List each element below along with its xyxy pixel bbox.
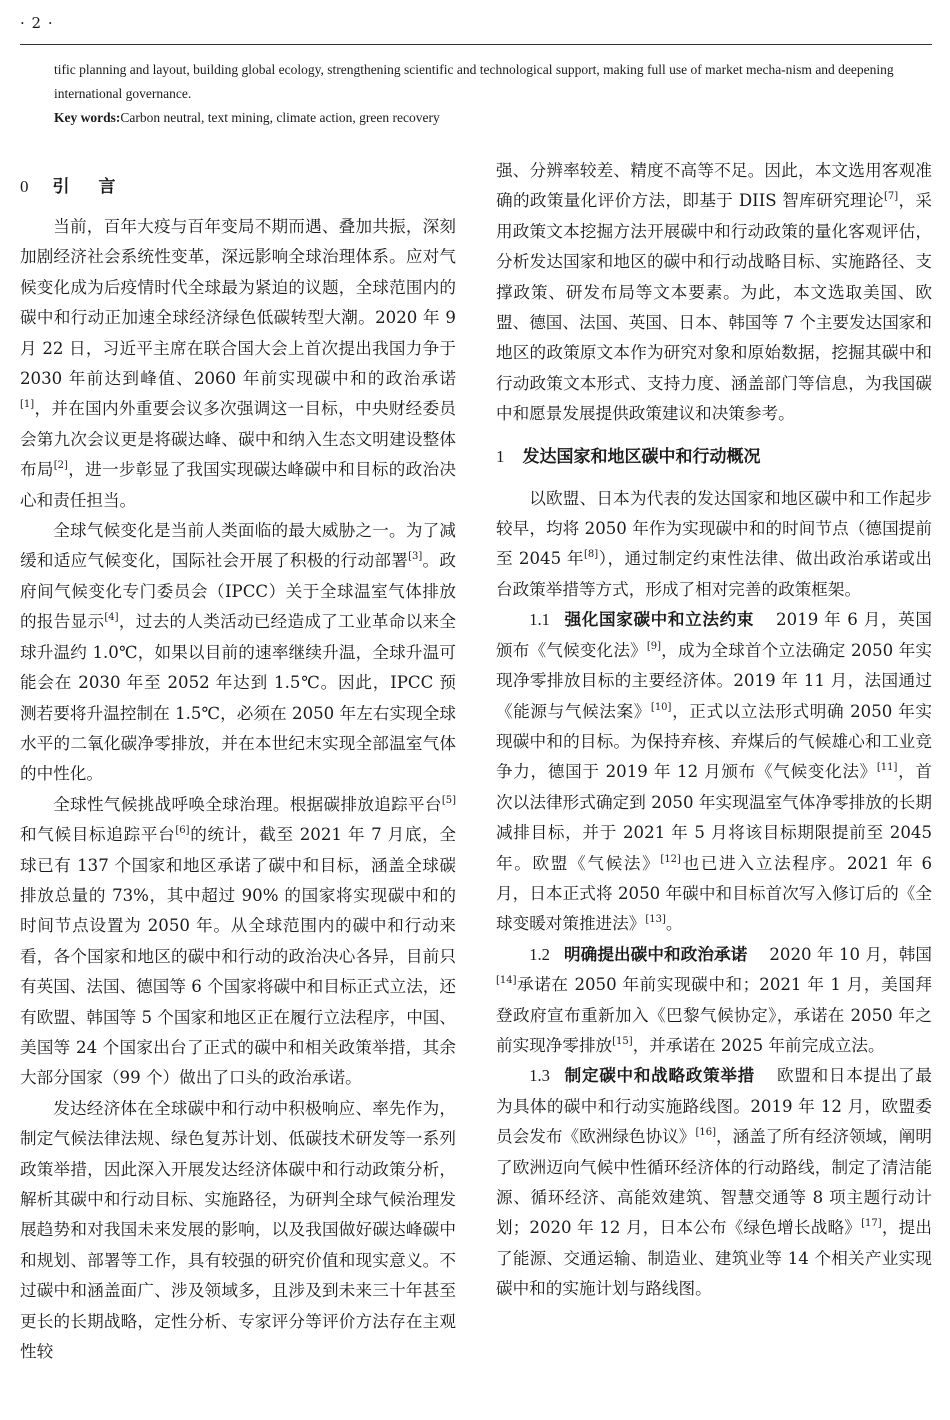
citation: [3]: [408, 551, 423, 563]
section-1-title: 发达国家和地区碳中和行动概况: [522, 446, 761, 467]
text-run: 承诺在 2050 年前实现碳中和；2021 年 1 月，美国拜登政府宣布重新加入《巴黎气候协定》，承诺在 2050 年之前实现净零排放: [496, 975, 932, 1055]
text-run: 2019 年 6 月，英国颁布《气候变化法》: [496, 610, 932, 660]
text-run: ，进一步彰显了我国实现碳达峰碳中和目标的政治决心和责任担当。: [20, 460, 457, 510]
section-0-number: 0: [20, 177, 35, 196]
citation: [17]: [861, 1218, 882, 1230]
citation: [1]: [20, 399, 35, 411]
citation: [10]: [650, 701, 672, 713]
citation: [2]: [53, 460, 68, 472]
text-run: 也已进入立法程序。2021 年 6 月，日本正式将 2050 年碳中和目标首次写入修订后的《全球变暖对策推进法》: [496, 853, 932, 934]
subsection-1-3-number: 1.3: [529, 1066, 550, 1086]
intro-paragraph-4: 发达经济体在全球碳中和行动中积极响应、率先作为，制定气候法律法规、绿色复苏计划、低碳技术研发等一系列政策举措，因此深入开展发达经济体碳中和行动政策分析，解析其碳中和行动目标、实施路径，为研判全球气候治理发展趋势和对我国未来发展的影响，以及我国做好碳达峰碳中和规划、部署等工作，具有较强的研究价值和现实意义。不过碳中和涵盖面广、涉及领域多，且涉及到未来三十年甚至更长的长期战略，定性分析、专家评分等评价方法存在主观性较: [20, 1098, 456, 1362]
citation: [12]: [660, 853, 681, 865]
header-rule: [20, 44, 932, 45]
citation: [5]: [441, 794, 456, 806]
intro-paragraph-2: [20, 516, 456, 790]
right-column: [496, 156, 932, 1305]
text-run: 全球气候变化是当前人类面临的最大威胁之一。为了减缓和适应气候变化，国际社会开展了积极的行动部署: [20, 521, 456, 571]
citation: [11]: [876, 762, 898, 774]
intro-paragraph-1: [20, 212, 456, 516]
text-run: ，成为全球首个立法确定 2050 年实现净零排放目标的主要经济体。2019 年 11 月，法国通过《能源与气候法案》: [496, 640, 933, 721]
subsection-1-2-title: 明确提出碳中和政治承诺: [563, 944, 748, 964]
text-run: 以欧盟、日本为代表的发达国家和地区碳中和工作起步较早，均将 2050 年作为实现碳中和的时间节点（德国提前至 2045 年: [496, 488, 932, 569]
abstract-text: tific planning and layout, building global ecology, strengthening scientific and technological support, making full use of market mecha-nism and deepening international governance.: [54, 62, 894, 101]
citation: [8]: [584, 549, 599, 561]
text-run: 欧盟和日本提出了最为具体的碳中和行动实施路线图。2019 年 12 月，欧盟委员会发布《欧洲绿色协议》: [496, 1066, 933, 1147]
subsection-1-1: [496, 605, 932, 939]
text-run: 强、分辨率较差、精度不高等不足。因此，本文选用客观准确的政策量化评价方法，即基于 DIIS 智库研究理论: [496, 161, 932, 211]
keywords-text: Carbon neutral, text mining, climate action, green recovery: [120, 110, 440, 125]
citation: [13]: [645, 914, 666, 926]
left-column: [20, 172, 456, 1367]
section-1-heading: [496, 442, 932, 472]
citation: [6]: [175, 825, 190, 837]
text-run: ，提出了能源、交通运输、制造业、建筑业等 14 个相关产业实现碳中和的实施计划与路线图。: [496, 1218, 933, 1299]
text-run: 全球性气候挑战呼唤全球治理。根据碳排放追踪平台: [53, 794, 442, 814]
keywords-label: Key words:: [54, 110, 121, 125]
text-run: ，过去的人类活动已经造成了工业革命以来全球升温约 1.0℃，如果以目前的速率继续升温，全球升温可能会在 2030 年至 2052 年达到 1.5℃。因此，IPCC 预测若要将升温控制在 1.5℃，必须在 2050 年左右实现全球水平的二氧化碳净零排放，并在本世纪末实现全部温室气体的中性化。: [20, 612, 457, 784]
section-1-number: 1: [496, 446, 505, 466]
text-run: 和气候目标追踪平台: [20, 825, 176, 845]
subsection-1-1-title: 强化国家碳中和立法约束: [563, 610, 755, 630]
citation: [16]: [695, 1127, 716, 1139]
section-1-paragraph: [496, 484, 932, 606]
section-0-heading: [20, 172, 456, 202]
text-run: ，并在国内外重要会议多次强调这一目标，中央财经委员会第九次会议更是将碳达峰、碳中和纳入生态文明建设整体布局: [20, 399, 456, 480]
citation: [14]: [496, 975, 517, 987]
text-run: 当前，百年大疫与百年变局不期而遇、叠加共振，深刻加剧经济社会系统性变革，深远影响全球治理体系。应对气候变化成为后疫情时代全球最为紧迫的议题，全球范围内的碳中和行动正加速全球经济绿色低碳转型大潮。2020 年 9 月 22 日，习近平主席在联合国大会上首次提出我国力争于 2030 年前达到峰值、2060 年前实现碳中和的政治承诺: [20, 217, 456, 389]
text-run: 。政府间气候变化专门委员会（IPCC）关于全球温室气体排放的报告显示: [20, 551, 457, 632]
text-run: 。: [665, 914, 683, 934]
citation: [4]: [104, 612, 119, 624]
text-run: 2020 年 10 月，韩国: [769, 944, 933, 964]
intro-paragraph-4-continued: [496, 156, 932, 430]
subsection-1-2: [496, 940, 932, 1062]
section-0-title: 引 言: [52, 177, 122, 197]
english-abstract: [54, 58, 910, 130]
intro-paragraph-3: [20, 790, 456, 1094]
text-run: ，首次以法律形式确定到 2050 年实现温室气体净零排放的长期减排目标，并于 2021 年 5 月将该目标期限提前至 2045 年。欧盟《气候法》: [496, 762, 932, 873]
text-run: ，并承诺在 2025 年前完成立法。: [632, 1035, 885, 1055]
keywords: [54, 106, 910, 130]
text-run: ，采用政策文本挖掘方法开展碳中和行动政策的量化客观评估，分析发达国家和地区的碳中和行动战略目标、实施路径、支撑政策、研发布局等文本要素。为此，本文选取美国、欧盟、德国、法国、英国、日本、韩国等 7 个主要发达国家和地区的政策原文本作为研究对象和原始数据，挖掘其碳中和行动政策文本形式、支持力度、涵盖部门等信息，为我国碳中和愿景发展提供政策建议和决策参考。: [496, 191, 932, 424]
citation: [9]: [646, 640, 662, 652]
subsection-1-2-number: 1.2: [529, 944, 550, 964]
text-run: ，正式以立法形式明确 2050 年实现碳中和的目标。为保持弃核、弃煤后的气候雄心和工业竞争力，德国于 2019 年 12 月颁布《气候变化法》: [496, 701, 933, 782]
page-number: · 2 ·: [20, 14, 54, 32]
text-run: ，涵盖了所有经济领域，阐明了欧洲迈向气候中性循环经济体的行动路线，制定了清洁能源、循环经济、高能效建筑、智慧交通等 8 项主题行动计划；2020 年 12 月，日本公布《绿色增长战略》: [496, 1127, 933, 1238]
text-run: ），通过制定约束性法律、做出政治承诺或出台政策举措等方式，形成了相对完善的政策框架。: [496, 549, 932, 599]
citation: [7]: [883, 191, 899, 203]
citation: [15]: [612, 1035, 633, 1047]
subsection-1-1-number: 1.1: [529, 610, 550, 630]
text-run: 的统计，截至 2021 年 7 月底，全球已有 137 个国家和地区承诺了碳中和目标，涵盖全球碳排放总量的 73%，其中超过 90% 的国家将实现碳中和的时间节点设置为 2050 年。从全球范围内的碳中和行动来看，各个国家和地区的碳中和行动的政治决心各异，目前只有英国、法国、德国等 6 个国家将碳中和目标正式立法，还有欧盟、韩国等 5 个国家和地区正在履行立法程序，中国、美国等 24 个国家出台了正式的碳中和相关政策举措，其余大部分国家（99 个）做出了口头的政治承诺。: [20, 825, 457, 1088]
subsection-1-3: [496, 1061, 932, 1304]
subsection-1-3-title: 制定碳中和战略政策举措: [563, 1066, 755, 1086]
